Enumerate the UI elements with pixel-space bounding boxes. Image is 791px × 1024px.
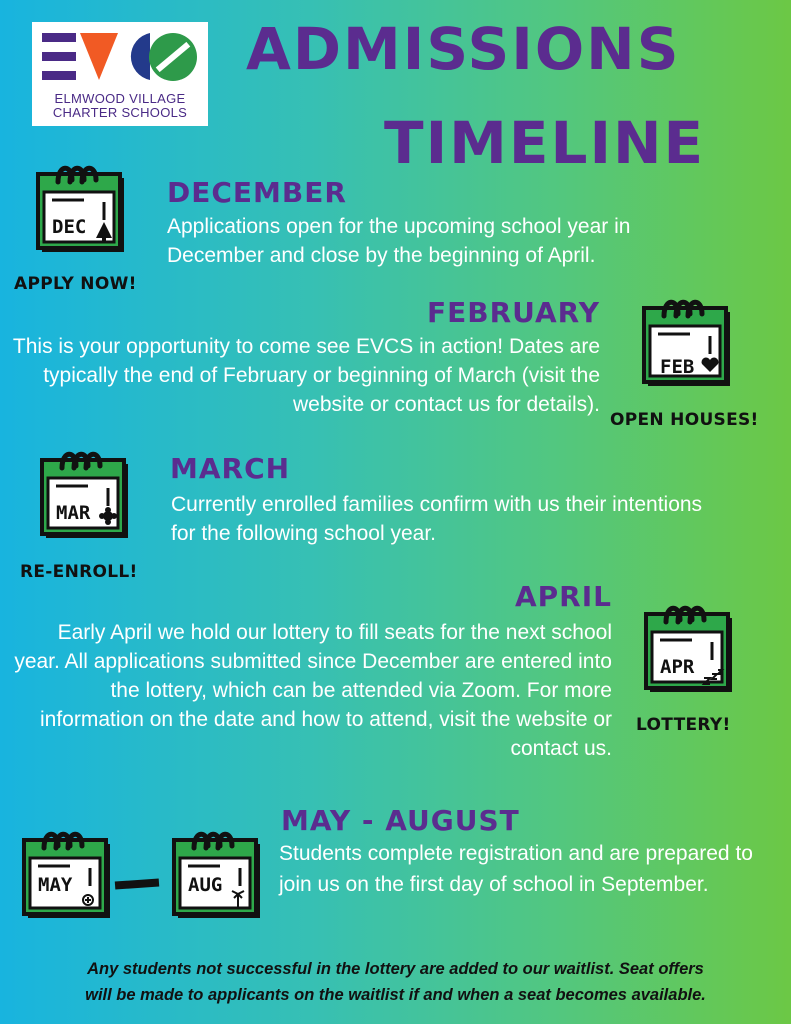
range-dash-icon (115, 878, 159, 889)
evcs-logo (32, 22, 208, 126)
body-april: Early April we hold our lottery to fill seats for the next school year. All applications submitted since December are entered into the lottery, which can be attended via Zoom. For more information on the date and how to attend, visit the website or contact us. (14, 621, 612, 760)
heading-march: MARCH (170, 452, 291, 485)
body-may-august: Students complete registration and are prepared to join us on the first day of school in September. (279, 842, 753, 896)
logo-line-2: CHARTER SCHOOLS (52, 105, 188, 120)
calendar-dec-icon (30, 158, 130, 258)
caption-open-houses: OPEN HOUSES! (610, 410, 759, 430)
calendar-feb-label: FEB (660, 356, 695, 378)
calendar-apr-icon (638, 598, 738, 698)
title-line-1: ADMISSIONS (246, 15, 681, 83)
calendar-feb-icon (636, 292, 736, 392)
caption-apply-now: APPLY NOW! (14, 274, 137, 294)
calendar-aug-icon (166, 824, 266, 924)
footer-note (0, 956, 791, 1008)
calendar-apr-label: APR (660, 656, 695, 678)
body-december: Applications open for the upcoming school year in December and close by the beginning of April. (167, 215, 631, 267)
title-line-2: TIMELINE (384, 109, 706, 177)
heading-december: DECEMBER (167, 176, 347, 209)
heading-april: APRIL (514, 580, 612, 613)
calendar-may-label: MAY (38, 874, 73, 896)
calendar-may-icon (16, 824, 116, 924)
footer-line-2: will be made to applicants on the waitlist if and when a seat becomes available. (85, 986, 706, 1004)
logo-line-1: ELMWOOD VILLAGE (54, 91, 186, 106)
caption-lottery: LOTTERY! (636, 715, 731, 735)
body-march: Currently enrolled families confirm with us their intentions for the following school year. (171, 493, 703, 545)
calendar-dec-label: DEC (52, 216, 87, 238)
caption-re-enroll: RE-ENROLL! (20, 562, 138, 582)
heading-february: FEBRUARY (426, 296, 600, 329)
footer-line-1: Any students not successful in the lottery are added to our waitlist. Seat offers (87, 960, 704, 978)
heading-may-august: MAY - AUGUST (281, 804, 520, 837)
calendar-mar-label: MAR (56, 502, 91, 524)
body-february: This is your opportunity to come see EVCS in action! Dates are typically the end of February or beginning of March (visit the website or contact us for details). (12, 335, 600, 416)
calendar-mar-icon (34, 444, 134, 544)
calendar-aug-label: AUG (188, 874, 223, 896)
evcs-monogram-icon (42, 30, 198, 84)
